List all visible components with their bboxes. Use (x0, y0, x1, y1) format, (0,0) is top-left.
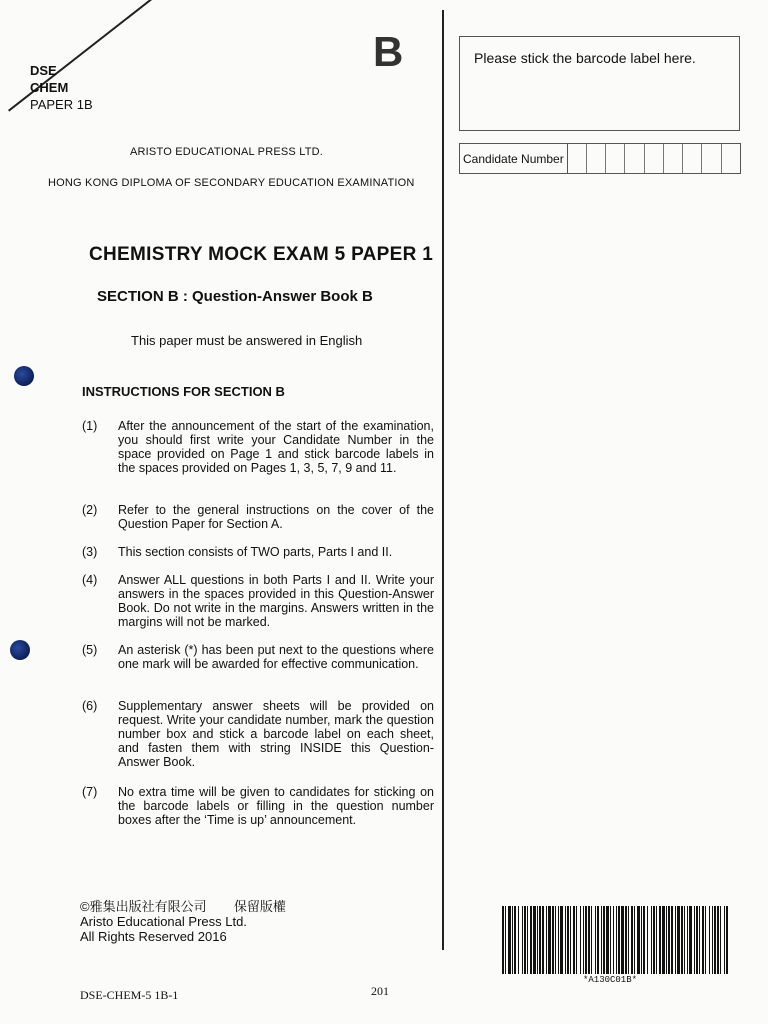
instruction-number: (3) (82, 545, 98, 559)
subject-line-dse: DSE (30, 63, 57, 78)
barcode-bar (677, 906, 680, 974)
barcode-bar (508, 906, 511, 974)
barcode-bar (696, 906, 698, 974)
instruction-item (82, 573, 434, 629)
barcode-bar (555, 906, 556, 974)
barcode-bar (656, 906, 657, 974)
instruction-item (82, 419, 434, 475)
instruction-number: (5) (82, 643, 98, 657)
barcode-bar (524, 906, 526, 974)
instruction-item (82, 785, 434, 827)
barcode-bar (595, 906, 596, 974)
barcode-bar (618, 906, 620, 974)
barcode-bar (558, 906, 559, 974)
page-number: 201 (371, 984, 389, 998)
barcode-bar (530, 906, 532, 974)
copyright-publisher: Aristo Educational Press Ltd. (80, 914, 247, 929)
barcode-bar (694, 906, 695, 974)
barcode-bar (613, 906, 614, 974)
candidate-digit-cell[interactable] (702, 144, 721, 173)
barcode-bar (643, 906, 645, 974)
barcode-bar (527, 906, 528, 974)
instruction-number: (2) (82, 503, 98, 517)
column-divider (442, 10, 444, 950)
barcode-bar (505, 906, 506, 974)
barcode-bar (689, 906, 692, 974)
barcode-bar (631, 906, 633, 974)
barcode-label-box[interactable] (459, 36, 740, 131)
rights-reserved-chinese: 保留版權 (233, 899, 286, 914)
barcode-bar (514, 906, 516, 974)
barcode-bar (625, 906, 627, 974)
candidate-digit-cell[interactable] (568, 144, 587, 173)
barcode-bar (583, 906, 584, 974)
barcode-bar (601, 906, 602, 974)
barcode-bar (621, 906, 624, 974)
barcode-bar (552, 906, 554, 974)
barcode-number: *A130C01B* (583, 975, 638, 985)
barcode-bar (616, 906, 617, 974)
candidate-digit-cell[interactable] (645, 144, 664, 173)
barcode-bar (570, 906, 571, 974)
subject-line-chem: CHEM (30, 80, 69, 95)
barcode-bar (714, 906, 716, 974)
barcode-bar (662, 906, 665, 974)
instruction-item (82, 545, 434, 559)
candidate-digit-cell[interactable] (587, 144, 606, 173)
barcode-image (502, 906, 728, 974)
barcode-bar (653, 906, 655, 974)
subject-block (30, 62, 93, 113)
barcode-bar (647, 906, 648, 974)
candidate-number-label: Candidate Number (460, 144, 568, 173)
barcode-bar (588, 906, 590, 974)
instruction-number: (1) (82, 419, 98, 433)
barcode-bar (687, 906, 688, 974)
candidate-digit-cell[interactable] (683, 144, 702, 173)
barcode-bar (597, 906, 599, 974)
barcode-bar (576, 906, 577, 974)
candidate-digit-cell[interactable] (664, 144, 683, 173)
barcode-bar (512, 906, 513, 974)
instruction-number: (6) (82, 699, 98, 713)
barcode-bar (522, 906, 523, 974)
candidate-digit-cell[interactable] (606, 144, 625, 173)
barcode-bar (675, 906, 676, 974)
barcode-bar (610, 906, 611, 974)
instruction-number: (4) (82, 573, 98, 587)
barcode-bar (533, 906, 536, 974)
candidate-number-field[interactable] (459, 143, 741, 174)
paper-code: PAPER 1B (30, 97, 93, 112)
barcode-bar (537, 906, 538, 974)
barcode-bar (585, 906, 587, 974)
barcode-bar (668, 906, 670, 974)
barcode-bar (659, 906, 661, 974)
barcode-bar (606, 906, 609, 974)
barcode-bar (580, 906, 581, 974)
barcode-bar (565, 906, 566, 974)
barcode-bar (546, 906, 547, 974)
instruction-text: Answer ALL questions in both Parts I and II. Write your answers in the spaces provided in this Question-Answer Book. Do not write in the margins. Answers written in the margins will not be marked. (118, 573, 434, 629)
barcode-bar (681, 906, 683, 974)
barcode-bar (717, 906, 719, 974)
instruction-item (82, 503, 434, 531)
barcode-box-label: Please stick the barcode label here. (474, 50, 696, 66)
barcode-bar (634, 906, 635, 974)
exam-name: HONG KONG DIPLOMA OF SECONDARY EDUCATION EXAMINATION (48, 177, 415, 189)
punch-hole-bottom (10, 640, 30, 660)
barcode-bar (709, 906, 710, 974)
punch-hole-top (14, 366, 34, 386)
instruction-text: No extra time will be given to candidates for sticking on the barcode labels or filling in the question number boxes after the ‘Time is up’ announcement. (118, 785, 434, 827)
language-note: This paper must be answered in English (131, 333, 363, 348)
copyright-chinese: ©雅集出版社有限公司 (80, 899, 207, 914)
page-title: CHEMISTRY MOCK EXAM 5 PAPER 1 (89, 244, 434, 265)
candidate-digit-cell[interactable] (722, 144, 740, 173)
barcode-bar (573, 906, 575, 974)
barcode-bar (671, 906, 673, 974)
barcode-bar (641, 906, 642, 974)
barcode-bar (603, 906, 605, 974)
barcode-bar (726, 906, 728, 974)
barcode-bar (702, 906, 704, 974)
candidate-digit-cell[interactable] (625, 144, 644, 173)
barcode-bar (591, 906, 592, 974)
instructions-heading: INSTRUCTIONS FOR SECTION B (82, 384, 285, 399)
barcode-bar (567, 906, 569, 974)
barcode-bar (542, 906, 544, 974)
section-letter: B (373, 28, 404, 75)
barcode-bar (666, 906, 667, 974)
instruction-item (82, 699, 434, 769)
barcode-bar (720, 906, 721, 974)
barcode-bar (548, 906, 551, 974)
instruction-item (82, 643, 434, 671)
barcode-bar (705, 906, 706, 974)
footer-code: DSE-CHEM-5 1B-1 (80, 988, 179, 1002)
publisher-name: ARISTO EDUCATIONAL PRESS LTD. (130, 146, 324, 158)
barcode-bar (684, 906, 685, 974)
copyright-block (80, 899, 286, 944)
barcode-bar (628, 906, 629, 974)
instruction-number: (7) (82, 785, 98, 799)
page-subtitle: SECTION B : Question-Answer Book B (97, 288, 373, 305)
instruction-text: An asterisk (*) has been put next to the questions where one mark will be awarded for effective communication. (118, 643, 434, 671)
instruction-text: This section consists of TWO parts, Parts I and II. (118, 545, 393, 559)
barcode-bar (724, 906, 725, 974)
barcode-bar (637, 906, 640, 974)
barcode-bar (518, 906, 519, 974)
barcode-bar (560, 906, 563, 974)
barcode-bar (699, 906, 700, 974)
instruction-text: After the announcement of the start of the examination, you should first write your Candidate Number in the space provided on Page 1 and stick barcode labels in the spaces provided on Pages 1, 3, 5, 7, 9 and 11. (118, 419, 434, 475)
barcode-bar (651, 906, 652, 974)
instruction-text: Supplementary answer sheets will be provided on request. Write your candidate number, mark the question number box and stick a barcode label on each sheet, and fasten them with string INSIDE this Question-Answer Book. (118, 699, 434, 769)
barcode-bar (539, 906, 541, 974)
instruction-text: Refer to the general instructions on the cover of the Question Paper for Section A. (118, 503, 434, 531)
copyright-rights: All Rights Reserved 2016 (80, 929, 227, 944)
barcode-bar (502, 906, 504, 974)
barcode-bar (712, 906, 713, 974)
